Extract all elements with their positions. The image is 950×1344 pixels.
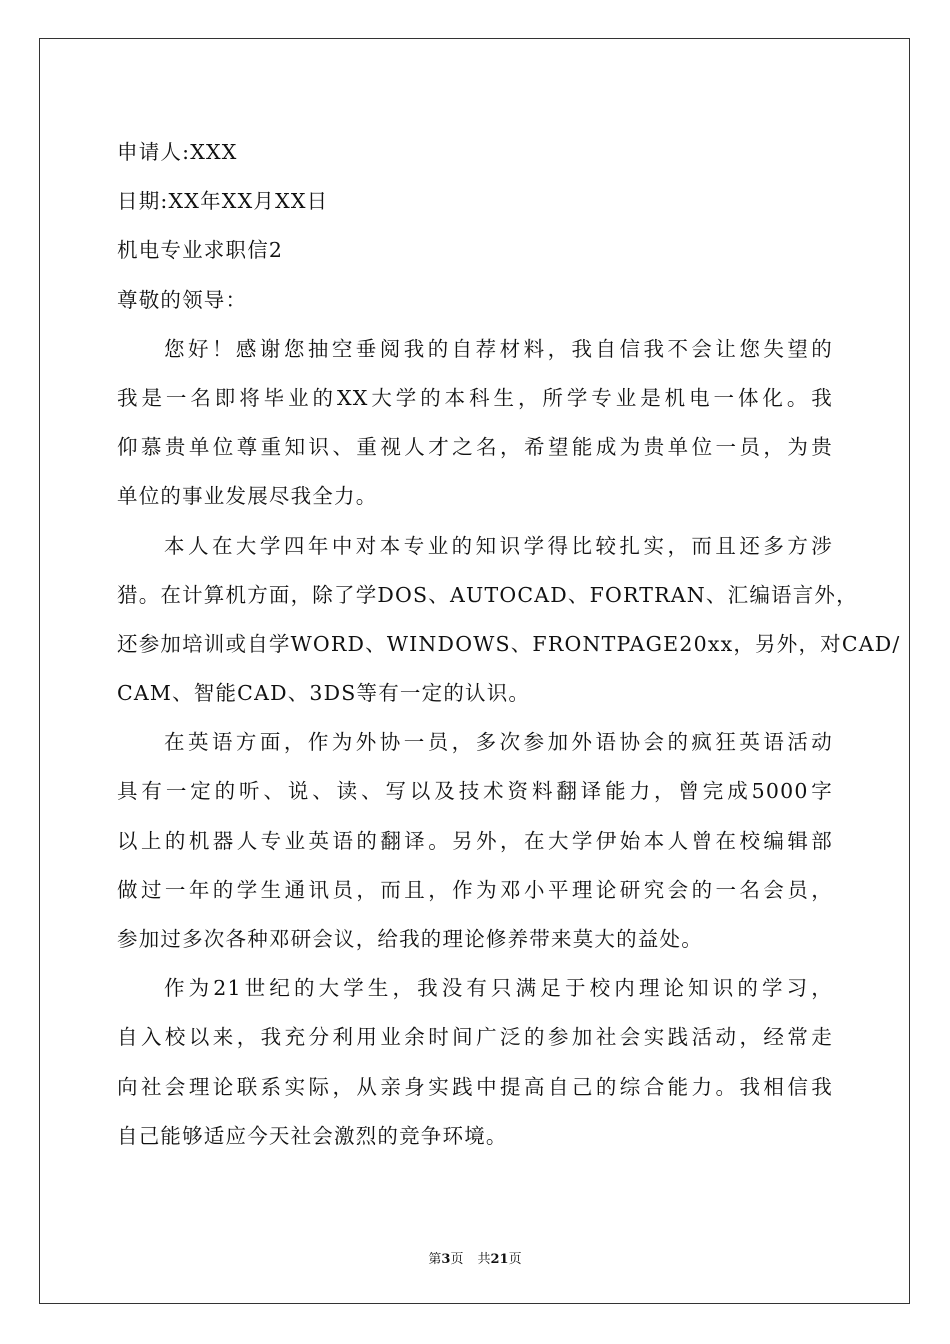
text-line: 以上的机器人专业英语的翻译。另外，在大学伊始本人曾在校编辑部 (117, 828, 833, 853)
text-line: 单位的事业发展尽我全力。 (117, 484, 378, 509)
page-footer (0, 1248, 950, 1267)
text-line: 申请人:XXX (117, 140, 238, 164)
text-line: 仰慕贵单位尊重知识、重视人才之名，希望能成为贵单位一员，为贵 (117, 435, 833, 460)
text-line: 机电专业求职信2 (117, 238, 284, 263)
text-line: CAM、智能CAD、3DS等有一定的认识。 (117, 681, 531, 706)
text-line: 向社会理论联系实际，从亲身实践中提高自己的综合能力。我相信我 (117, 1074, 833, 1099)
text-line: 日期:XX年XX月XX日 (117, 189, 329, 214)
footer-total-suffix: 页 (508, 1252, 522, 1267)
letter-body (117, 128, 901, 1161)
text-line: 自己能够适应今天社会激烈的竞争环境。 (117, 1123, 508, 1148)
text-line: 还参加培训或自学WORD、WINDOWS、FRONTPAGE20xx，另外，对CAD/ (117, 631, 901, 656)
footer-total-prefix: 共 (477, 1252, 491, 1267)
footer-current-page: 3 (441, 1252, 451, 1267)
text-line: 做过一年的学生通讯员，而且，作为邓小平理论研究会的一名会员， (117, 877, 833, 902)
text-line: 具有一定的听、说、读、写以及技术资料翻译能力，曾完成5000字 (117, 779, 833, 804)
text-line: 猎。在计算机方面，除了学DOS、AUTOCAD、FORTRAN、汇编语言外， (117, 582, 858, 607)
text-line: 参加过多次各种邓研会议，给我的理论修养带来莫大的益处。 (117, 927, 703, 951)
text-line: 本人在大学四年中对本专业的知识学得比较扎实，而且还多方涉 (164, 533, 833, 558)
text-line: 我是一名即将毕业的XX大学的本科生，所学专业是机电一体化。我 (117, 385, 833, 410)
text-line: 尊敬的领导： (117, 287, 248, 312)
footer-page-prefix: 第 (428, 1252, 442, 1267)
text-line: 自入校以来，我充分利用业余时间广泛的参加社会实践活动，经常走 (117, 1025, 833, 1050)
text-line: 您好！感谢您抽空垂阅我的自荐材料，我自信我不会让您失望的 (164, 336, 833, 361)
text-line: 作为21世纪的大学生，我没有只满足于校内理论知识的学习， (164, 976, 833, 1001)
footer-page-suffix: 页 (450, 1252, 464, 1267)
text-line: 在英语方面，作为外协一员，多次参加外语协会的疯狂英语活动 (164, 730, 833, 755)
footer-total-pages: 21 (490, 1252, 509, 1267)
